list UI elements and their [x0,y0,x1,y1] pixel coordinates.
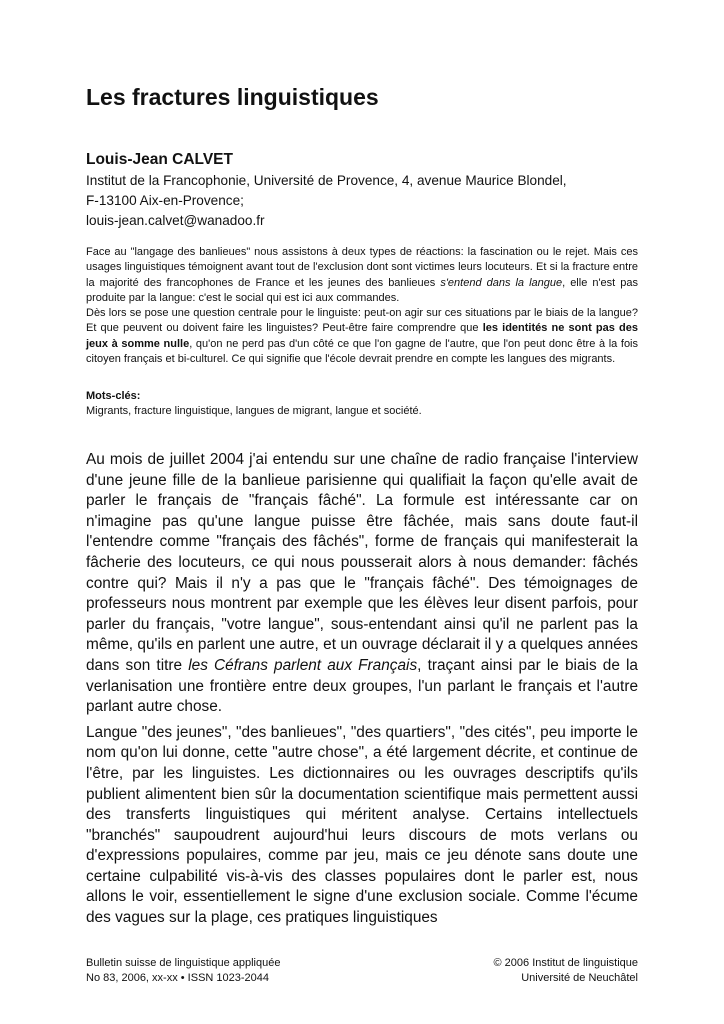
footer-journal [86,956,280,986]
abstract-paragraph [86,306,638,367]
keywords-label: Mots-clés: [86,390,141,402]
footer-journal-name: Bulletin suisse de linguistique appliquée [86,957,281,969]
body-paragraph: Langue "des jeunes", "des banlieues", "des quartiers", "des cités", peu importe le nom qu'on lui donne, cette "autre chose", a été largement décrite, et continue de l'être, par les linguistes. Les dictionnaires ou les ouvrages descriptifs qu'ils publient alimentent bien sûr la documentation scientifique mais permettent aussi des transferts linguistiques qui méritent analyse. Certains intellectuels "branchés" saupoudrent aujourd'hui leurs discours de mots verlans ou d'expressions populaires, comme par jeu, mais ce jeu dénote sans doute une certaine culpabilité vis-à-vis des classes populaires dont le parler est, nous allons le voir, essentiellement le signe d'une exclusion sociale. Comme l'écume des vagues sur la plage, ces pratiques linguistiques [86,723,638,927]
body-paragraph [86,450,638,718]
body-text-span: , traçant ainsi par le biais de la verlanisation une frontière entre deux groupes, l'un parlant le français et l'autre parlant autre chose. [86,656,638,716]
abstract-text: , qu'on ne perd pas d'un côté ce que l'on gagne de l'autre, que l'on peut donc être à la fois citoyen français et bi-culturel. Ce qui signifie que l'école devrait prendre en compte les langues des migrants. [86,337,639,366]
body-text-span: Au mois de juillet 2004 j'ai entendu sur une chaîne de radio française l'interview d'une jeune fille de la banlieue parisienne qui qualifiait la façon qu'elle avait de parler le français de "français fâché". La formule est intéressante car on n'imagine pas qu'une langue puisse être fâchée, mais sans doute faut-il l'entendre comme "français des fâchés", forme de français qui manifesterait la fâcherie des locuteurs, ce qui nous pousserait alors à nous demander: fâchés contre qui? Mais il n'y a pas que le "français fâché". Des témoignages de professeurs nous montrent par exemple que les élèves leur disent parfois, pour parler du français, "votre langue", sous-entendant ainsi qu'il ne parlent pas la même, qu'ils en parlent une autre, et un ouvrage déclarait il y a quelques années dans son titre [86,451,638,674]
author-name: Louis-Jean CALVET [86,151,233,168]
footer-issue: No 83, 2006, xx-xx • ISSN 1023-2044 [86,972,270,984]
abstract-text: , elle n'est pas produite par la langue: c'est le social qui est ici aux commandes. [86,276,638,304]
abstract-text: Dès lors se pose une question centrale pour le linguiste: peut-on agir sur ces situations par le biais de la langue? Et que peuvent ou doivent faire les linguistes? Peut-être faire comprendre que [86,307,638,335]
abstract-bold: les identités ne sont pas des jeux à somme nulle [86,322,638,350]
footer-copyright-line: © 2006 Institut de linguistique [493,957,638,969]
abstract-text: Face au "langage des banlieues" nous assistons à deux types de réactions: la fascination ou le rejet. Mais ces usages linguistiques témoignent avant tout de l'exclusion dont sont victimes leurs locuteurs. Et si la fracture entre la majorité des francophones de France et les jeunes des banlieues [86,246,638,289]
footer-institution: Université de Neuchâtel [521,972,638,984]
book-title: les Céfrans parlent aux Français [188,656,418,674]
keywords-text: Migrants, fracture linguistique, langues de migrant, langue et société. [86,405,422,417]
footer-copyright [494,956,638,986]
abstract-paragraph [86,245,638,306]
abstract [86,245,638,367]
abstract-emphasis: s'entend dans la langue [440,276,563,289]
body-text [86,450,638,934]
author-affiliation [86,171,567,231]
affiliation-line: Institut de la Francophonie, Université de Provence, 4, avenue Maurice Blondel, [86,173,567,188]
article-title: Les fractures linguistiques [86,84,379,110]
affiliation-line: F-13100 Aix-en-Provence; [86,193,244,208]
author-email: louis-jean.calvet@wanadoo.fr [86,213,265,228]
